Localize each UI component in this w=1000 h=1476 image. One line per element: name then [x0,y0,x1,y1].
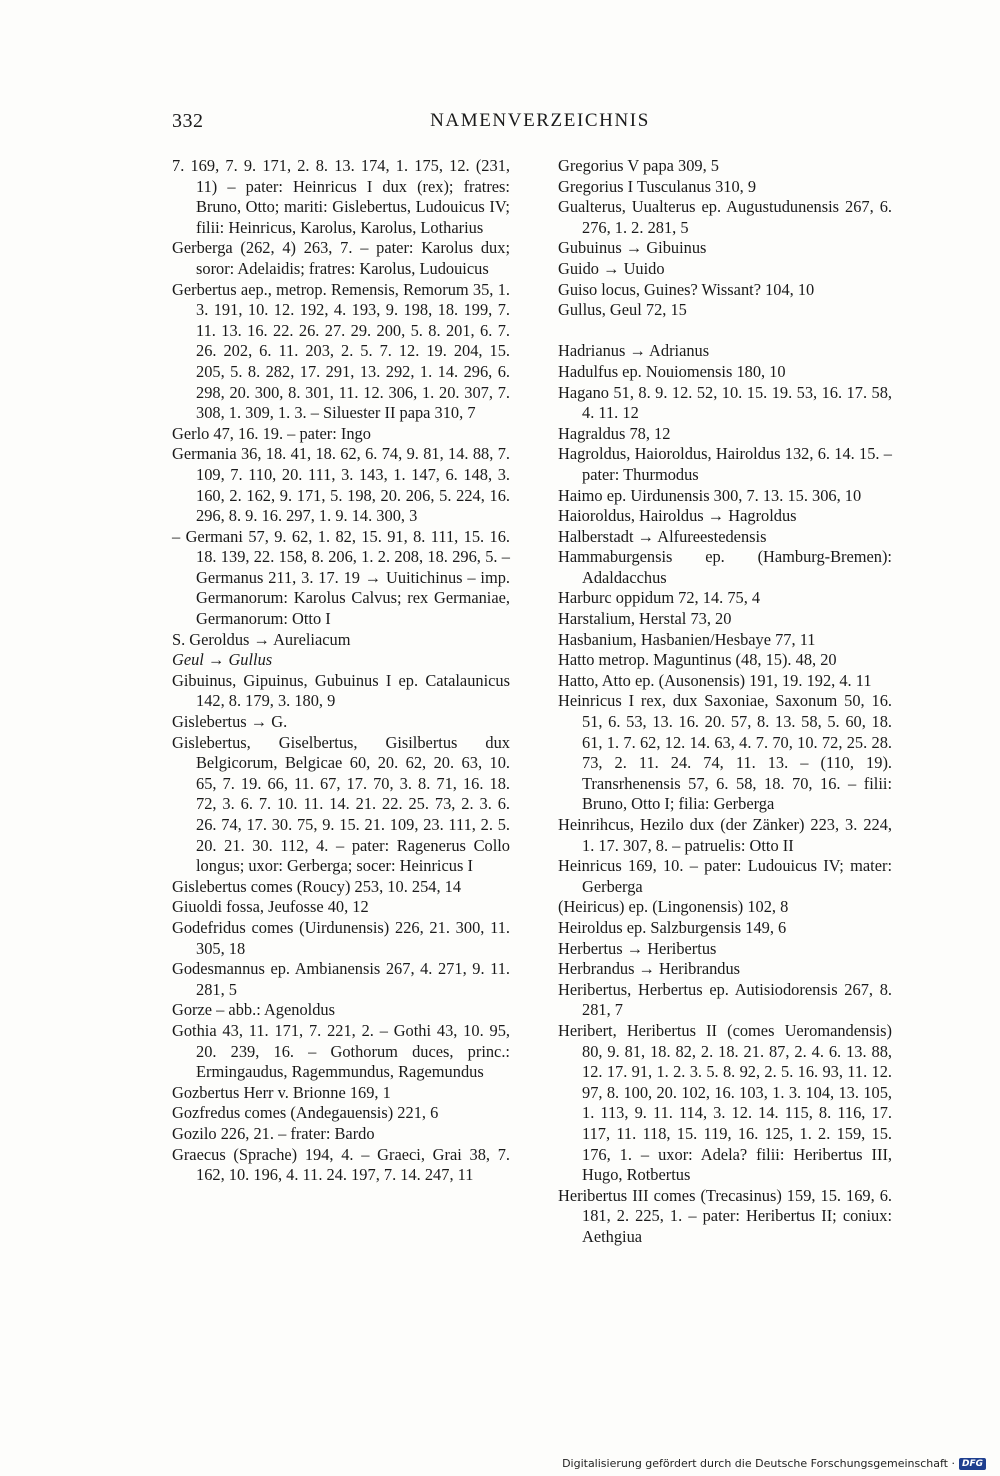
index-entry: Haioroldus, Hairoldus → Hagroldus [558,506,797,526]
index-entry: Hammaburgensis ep. (Hamburg-Bremen): Adaldacchus [558,547,892,587]
index-entry: Gerbertus aep., metrop. Remensis, Remorum 35, 1. 3. 191, 10. 12. 192, 4. 193, 9. 198, 18. 199, 7. 11. 13. 16. 22. 26. 27. 29. 200, 5. 8. 201, 6. 7. 26. 202, 6. 11. 203, 2. 5. 7. 12. 19. 204, 15. 205, 5. 8. 282, 17. 291, 13. 292, 1. 14. 296, 6. 298, 20. 300, 8. 301, 11. 12. 306, 1. 20. 307, 7. 308, 1. 309, 1. 3. – Siluester II papa 310, 7 [172,279,510,423]
index-entry: Gislebertus, Giselbertus, Gisilbertus dux Belgicorum, Belgicae 60, 20. 62, 20. 63, 10. 65, 7. 19. 66, 11. 67, 17. 70, 3. 8. 71, 16. 18. 72, 3. 6. 7. 10. 11. 14. 21. 22. 25. 73, 2. 3. 6. 26. 74, 17. 30. 75, 9. 15. 21. 109, 23. 111, 2. 5. 20. 21. 30. 112, 4. – pater: Ragenerus Collo longus; uxor: Gerberga; socer: Heinricus I [172,732,510,876]
index-entry: Gislebertus comes (Roucy) 253, 10. 254, 14 [172,876,462,896]
index-entry: Hadrianus → Adrianus [558,341,710,361]
page-header [172,110,908,140]
index-entry: Hatto, Atto ep. (Ausonensis) 191, 19. 192, 4. 11 [558,670,872,690]
index-entry: Gozilo 226, 21. – frater: Bardo [172,1123,375,1143]
index-entry: Heinricus I rex, dux Saxoniae, Saxonum 50, 16. 51, 6. 53, 13. 16. 20. 57, 8. 13. 58, 5. 60, 18. 61, 1. 7. 62, 12. 14. 63, 4. 7. 70, 10. 72, 25. 28. 73, 2. 11. 24. 74, 11. 13. – (110, 19). Transrhenensis 57, 6. 58, 18. 70, 16. – filii: Bruno, Otto I; filia: Gerberga [558,691,892,814]
page-number: 332 [172,110,204,132]
index-entry: Gozbertus Herr v. Brionne 169, 1 [172,1082,391,1102]
footer-credit: Digitalisierung gefördert durch die Deutsche Forschungsgemeinschaft · [562,1457,955,1470]
index-entry: Gozfredus comes (Andegauensis) 221, 6 [172,1103,439,1123]
index-entry: Heribert, Heribertus II (comes Ueromandensis) 80, 9. 81, 18. 82, 2. 18. 21. 87, 2. 4. 6. 13. 88, 12. 17. 91, 1. 2. 3. 5. 8. 92, 2. 5. 16. 93, 11. 12. 97, 8. 100, 20. 102, 16. 103, 1. 3. 104, 13. 105, 1. 113, 9. 11. 114, 3. 12. 14. 115, 8. 116, 17. 117, 11. 118, 15. 119, 16. 125, 1. 2. 159, 15. 176, 1. – uxor: Adela? filii: Heribertus III, Hugo, Rotbertus [558,1020,892,1185]
index-entry: Hagroldus, Haioroldus, Hairoldus 132, 6. 14. 15. – pater: Thurmodus [558,444,892,484]
index-entry: Gerlo 47, 16. 19. – pater: Ingo [172,423,371,443]
index-entry: Guiso locus, Guines? Wissant? 104, 10 [558,279,815,299]
index-entry: Gregorius V papa 309, 5 [558,156,720,175]
index-entry: Heribertus III comes (Trecasinus) 159, 15. 169, 6. 181, 2. 225, 1. – pater: Heribertus II; coniux: Aethgiua [558,1185,892,1246]
index-entry: Germania 36, 18. 41, 18. 62, 6. 74, 9. 81, 14. 88, 7. 109, 7. 110, 20. 111, 3. 143, 1. 147, 6. 148, 3. 160, 2. 162, 9. 171, 5. 198, 20. 206, 5. 224, 16. 296, 8. 9. 16. 297, 1. 9. 14. 300, 3 [172,444,510,526]
index-entry: Geul → Gullus [172,650,273,670]
index-entry: Gorze – abb.: Agenoldus [172,1000,335,1020]
index-entry: Gregorius I Tusculanus 310, 9 [558,176,757,196]
index-entry: Guido → Uuido [558,258,665,278]
index-entry: 7. 169, 7. 9. 171, 2. 8. 13. 174, 1. 175, 12. (231, 11) – pater: Heinricus I dux (rex); fratres: Bruno, Otto; mariti: Gislebertus, Ludouicus IV; filii: Heinricus, Karolus, Karolus, Lotharius [172,156,510,237]
index-entry: Heinrihcus, Hezilo dux (der Zänker) 223, 3. 224, 1. 17. 307, 8. – patruelis: Otto II [558,815,892,855]
index-entry: Herbrandus → Heribrandus [558,959,741,979]
index-entry: Gullus, Geul 72, 15 [558,300,687,320]
running-title: NAMENVERZEICHNIS [430,110,650,131]
index-entry: Gibuinus, Gipuinus, Gubuinus I ep. Catalaunicus 142, 8. 179, 3. 180, 9 [172,670,510,711]
index-entry: Harburc oppidum 72, 14. 75, 4 [558,588,761,608]
index-entry: Haimo ep. Uirdunensis 300, 7. 13. 15. 306, 10 [558,485,862,505]
index-entry: – Germani 57, 9. 62, 1. 82, 15. 91, 8. 111, 15. 16. 18. 139, 22. 158, 8. 206, 1. 2. 208, 18. 296, 5. – Germanus 211, 3. 17. 19 → Uuitichinus – imp. Germanorum: Karolus Calvus; rex Germaniae, Germanorum: Otto I [172,526,510,629]
index-entry: Hasbanium, Hasbanien/Hesbaye 77, 11 [558,629,816,649]
index-entry: Heinricus 169, 10. – pater: Ludouicus IV; mater: Gerberga [558,856,892,896]
index-entry: Gubuinus → Gibuinus [558,238,707,258]
index-entry: Gothia 43, 11. 171, 7. 221, 2. – Gothi 43, 10. 95, 20. 239, 16. – Gothorum duces, princ.: Ermingaudus, Ragemmundus, Ragemundus [172,1020,510,1082]
index-column-left [172,156,510,1186]
index-entry: Hadulfus ep. Nouiomensis 180, 10 [558,361,786,381]
index-entry: Godefridus comes (Uirdunensis) 226, 21. 300, 11. 305, 18 [172,917,510,958]
index-entry: Gualterus, Uualterus ep. Augustudunensis 267, 6. 276, 1. 2. 281, 5 [558,197,892,237]
dfg-logo-icon: DFG [959,1458,986,1470]
index-entry: Heribertus, Herbertus ep. Autisiodorensis 267, 8. 281, 7 [558,979,892,1020]
index-entry: Gerberga (262, 4) 263, 7. – pater: Karolus dux; soror: Adelaidis; fratres: Karolus, Ludouicus [172,238,510,278]
index-entry: Harstalium, Herstal 73, 20 [558,609,732,629]
index-entry: S. Geroldus → Aureliacum [172,629,351,649]
index-entry: Giuoldi fossa, Jeufosse 40, 12 [172,897,369,917]
index-entry: Heiroldus ep. Salzburgensis 149, 6 [558,917,787,937]
index-entry: Hatto metrop. Maguntinus (48, 15). 48, 20 [558,650,837,670]
digitization-footer [562,1457,986,1470]
index-column-right [558,156,892,1247]
index-entry: Halberstadt → Alfureestedensis [558,526,767,546]
index-entry: Herbertus → Heribertus [558,938,717,958]
index-entry: Gislebertus → G. [172,712,288,732]
index-entry: Hagraldus 78, 12 [558,423,671,443]
index-entry: Godesmannus ep. Ambianensis 267, 4. 271, 9. 11. 281, 5 [172,959,510,999]
index-entry: Hagano 51, 8. 9. 12. 52, 10. 15. 19. 53, 16. 17. 58, 4. 11. 12 [558,382,892,423]
index-entry: Graecus (Sprache) 194, 4. – Graeci, Grai 38, 7. 162, 10. 196, 4. 11. 24. 197, 7. 14. 247, 11 [172,1144,510,1185]
index-entry: (Heiricus) ep. (Lingonensis) 102, 8 [558,897,789,917]
